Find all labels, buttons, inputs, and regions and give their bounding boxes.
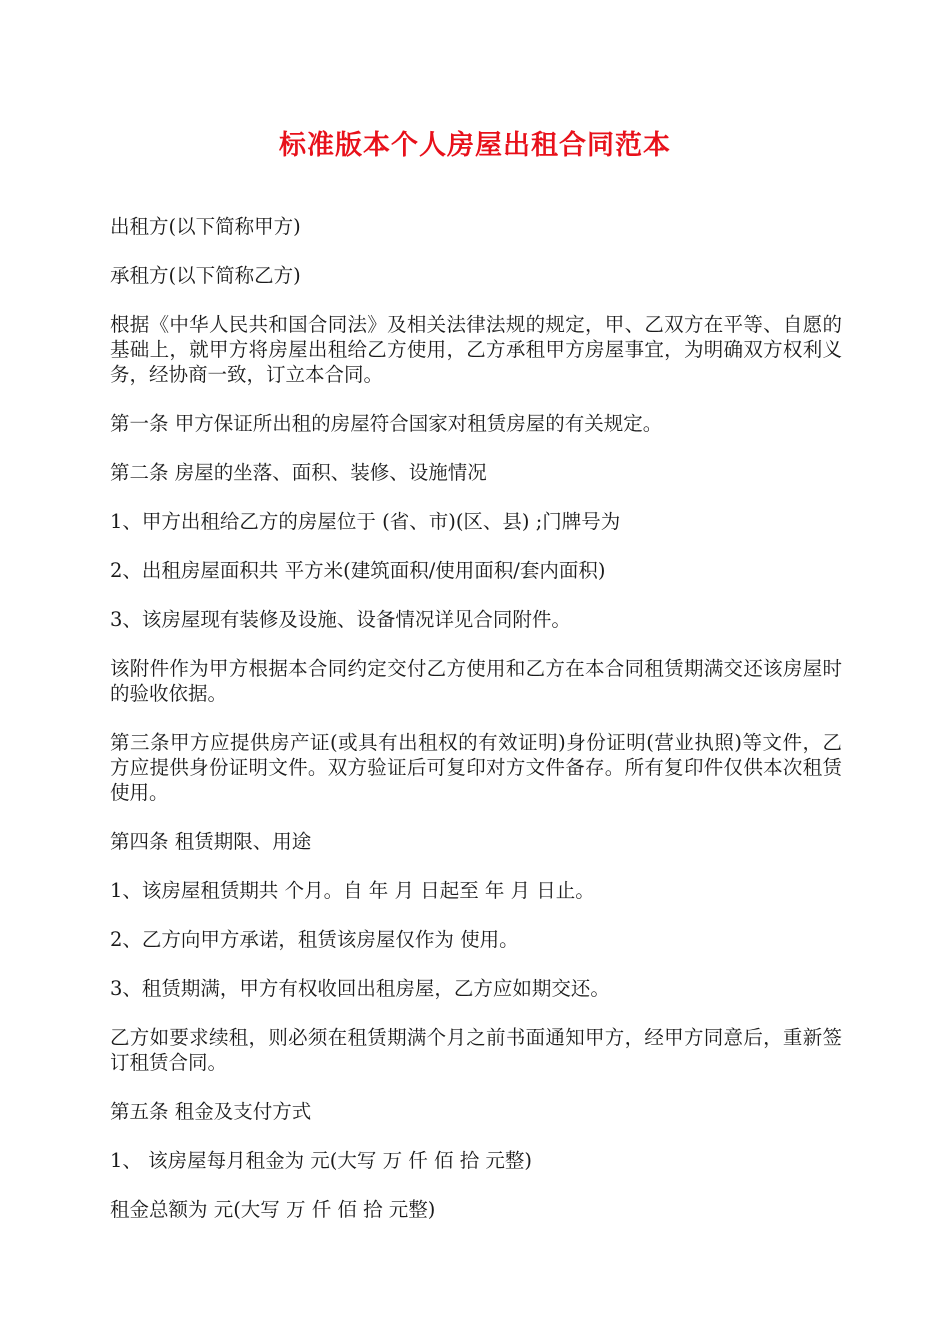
article-2-item-3: 3、该房屋现有装修及设施、设备情况详见合同附件。: [110, 608, 571, 631]
preamble-paragraph: 根据《中华人民共和国合同法》及相关法律法规的规定，甲、乙双方在平等、自愿的基础上，就甲方将房屋出租给乙方使用，乙方承租甲方房屋事宜，为明确双方权利义务，经协商一致，订立本合同。: [110, 313, 842, 386]
article-3: 第三条甲方应提供房产证(或具有出租权的有效证明)身份证明(营业执照)等文件，乙方应提供身份证明文件。双方验证后可复印对方文件备存。所有复印件仅供本次租赁使用。: [110, 731, 842, 804]
article-4-item-1: 1、该房屋租赁期共 个月。自 年 月 日起至 年 月 日止。: [110, 879, 595, 902]
rent-total-line: 租金总额为 元(大写 万 仟 佰 拾 元整): [110, 1198, 436, 1221]
renewal-note: 乙方如要求续租，则必须在租赁期满个月之前书面通知甲方，经甲方同意后，重新签订租赁合同。: [110, 1026, 842, 1074]
document-body: [110, 214, 842, 1246]
party-a-line: 出租方(以下简称甲方): [110, 215, 301, 238]
document-title: 标准版本个人房屋出租合同范本: [279, 130, 671, 161]
party-b-line: 承租方(以下简称乙方): [110, 264, 301, 287]
article-4-heading: 第四条 租赁期限、用途: [110, 830, 312, 853]
article-2-heading: 第二条 房屋的坐落、面积、装修、设施情况: [110, 461, 487, 484]
article-5-item-1: 1、 该房屋每月租金为 元(大写 万 仟 佰 拾 元整): [110, 1149, 533, 1172]
article-4-item-2: 2、乙方向甲方承诺，租赁该房屋仅作为 使用。: [110, 928, 519, 951]
article-5-heading: 第五条 租金及支付方式: [110, 1100, 312, 1123]
article-4-item-3: 3、租赁期满，甲方有权收回出租房屋，乙方应如期交还。: [110, 977, 610, 1000]
article-2-item-2: 2、出租房屋面积共 平方米(建筑面积/使用面积/套内面积): [110, 559, 606, 582]
article-2-item-1: 1、甲方出租给乙方的房屋位于 (省、市)(区、县) ;门牌号为: [110, 510, 621, 533]
attachment-note: 该附件作为甲方根据本合同约定交付乙方使用和乙方在本合同租赁期满交还该房屋时的验收依据。: [110, 657, 842, 705]
article-1: 第一条 甲方保证所出租的房屋符合国家对租赁房屋的有关规定。: [110, 412, 663, 435]
